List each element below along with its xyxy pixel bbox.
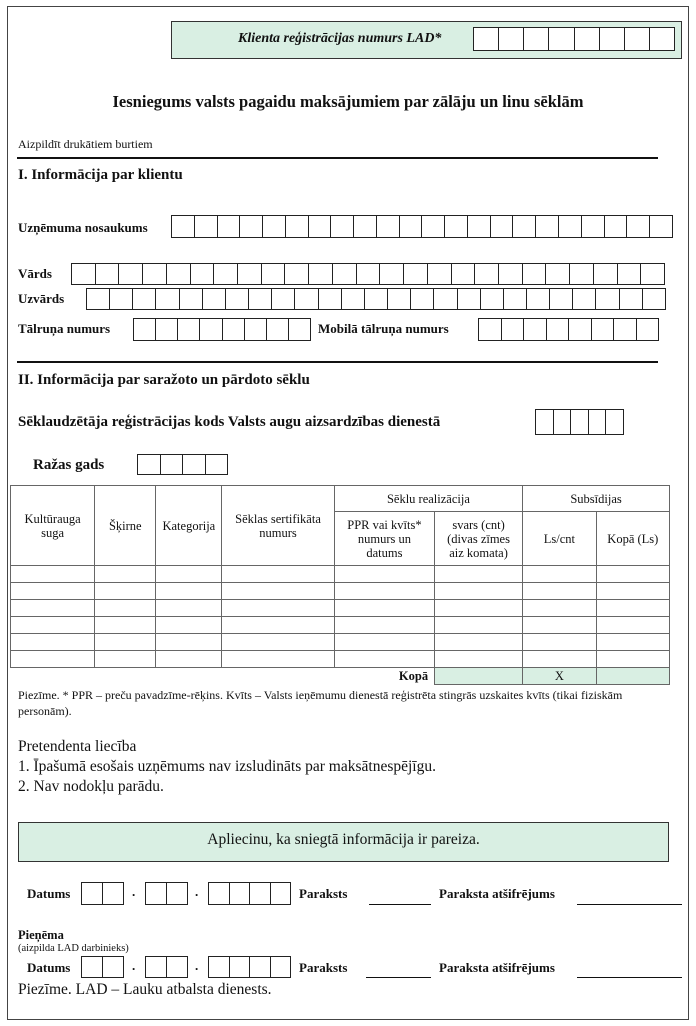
divider (17, 361, 658, 363)
seed-code-label: Sēklaudzētāja reģistrācijas kods Valsts augu aizsardzības dienestā (18, 414, 441, 430)
table-row[interactable] (11, 583, 670, 600)
signature-label: Paraksts (299, 886, 348, 901)
table-row[interactable] (11, 600, 670, 617)
total-rate-mark: X (523, 668, 597, 685)
form-title: Iesniegums valsts pagaidu maksājumiem par zālāju un linu sēklām (112, 92, 584, 111)
accept-decode-label: Paraksta atšifrējums (439, 960, 555, 975)
col-weight: svars (cnt) (divas zīmes aiz komata) (435, 512, 523, 566)
table-row[interactable] (11, 617, 670, 634)
col-crop: Kultūrauga suga (11, 486, 95, 566)
accept-signature-label: Paraksts (299, 960, 348, 975)
date-dot: . (132, 958, 136, 973)
group-sales: Sēklu realizācija (334, 486, 522, 512)
total-weight-cell[interactable] (435, 668, 523, 685)
section2-title: II. Informācija par saražoto un pārdoto sēklu (18, 372, 310, 388)
table-row[interactable] (11, 634, 670, 651)
date-day-input[interactable] (81, 882, 124, 905)
mobile-label: Mobilā tālruņa numurs (318, 321, 449, 336)
last-name-label: Uzvārds (18, 291, 65, 306)
accept-date-year-input[interactable] (208, 956, 291, 978)
decode-line[interactable] (577, 904, 682, 905)
decode-label: Paraksta atšifrējums (439, 886, 555, 901)
accept-date-month-input[interactable] (145, 956, 188, 978)
fill-note: Aizpildīt drukātiem burtiem (18, 137, 153, 151)
col-total: Kopā (Ls) (596, 512, 669, 566)
mobile-input[interactable] (478, 318, 659, 341)
accept-signature-line[interactable] (366, 977, 431, 978)
col-ppr: PPR vai kvīts* numurs un datums (334, 512, 434, 566)
date-year-input[interactable] (208, 882, 291, 905)
last-name-input[interactable] (86, 288, 666, 310)
statement-title: Pretendenta liecība (18, 738, 137, 755)
col-certificate: Sēklas sertifikāta numurs (222, 486, 335, 566)
date-dot: . (195, 884, 199, 899)
acceptance-title: Pieņēma (18, 928, 64, 942)
phone-label: Tālruņa numurs (18, 321, 111, 336)
col-variety: Šķirne (95, 486, 156, 566)
total-label: Kopā (398, 669, 429, 684)
table-row[interactable] (11, 566, 670, 583)
bottom-note: Piezīme. LAD – Lauku atbalsta dienests. (18, 981, 272, 998)
col-category: Kategorija (156, 486, 222, 566)
harvest-year-input[interactable] (137, 454, 228, 475)
accept-date-day-input[interactable] (81, 956, 124, 978)
client-reg-label: Klienta reģistrācijas numurs LAD* (238, 31, 442, 46)
table-total-row (11, 668, 670, 685)
group-subsidies: Subsīdijas (523, 486, 670, 512)
accept-date-label: Datums (27, 960, 71, 975)
date-label: Datums (27, 886, 71, 901)
seed-code-input[interactable] (535, 409, 624, 435)
phone-input[interactable] (133, 318, 311, 341)
col-rate: Ls/cnt (523, 512, 597, 566)
statement-item-1: 1. Īpašumā esošais uzņēmums nav izsludināts par maksātnespējīgu. (18, 758, 436, 775)
date-dot: . (195, 958, 199, 973)
seed-table (10, 485, 670, 685)
company-label: Uzņēmuma nosaukums (18, 220, 148, 235)
company-input[interactable] (171, 215, 673, 238)
harvest-year-label: Ražas gads (33, 457, 105, 473)
first-name-input[interactable] (71, 263, 665, 285)
divider (17, 157, 658, 159)
date-month-input[interactable] (145, 882, 188, 905)
date-dot: . (132, 884, 136, 899)
confirm-text: Apliecinu, ka sniegtā informācija ir pareiza. (207, 831, 480, 848)
first-name-label: Vārds (18, 266, 52, 281)
signature-line[interactable] (369, 904, 431, 905)
table-row[interactable] (11, 651, 670, 668)
section1-title: I. Informācija par klientu (18, 167, 183, 183)
total-sum-cell[interactable] (596, 668, 669, 685)
footnote: Piezīme. * PPR – preču pavadzīme-rēķins. Kvīts – Valsts ieņēmumu dienestā reģistrēta stingrās uzskaites kvīts (tikai fiziskām personām). (18, 688, 623, 718)
client-reg-input[interactable] (473, 27, 675, 51)
statement-item-2: 2. Nav nodokļu parādu. (18, 778, 164, 795)
acceptance-subtitle: (aizpilda LAD darbinieks) (18, 943, 129, 954)
accept-decode-line[interactable] (577, 977, 682, 978)
